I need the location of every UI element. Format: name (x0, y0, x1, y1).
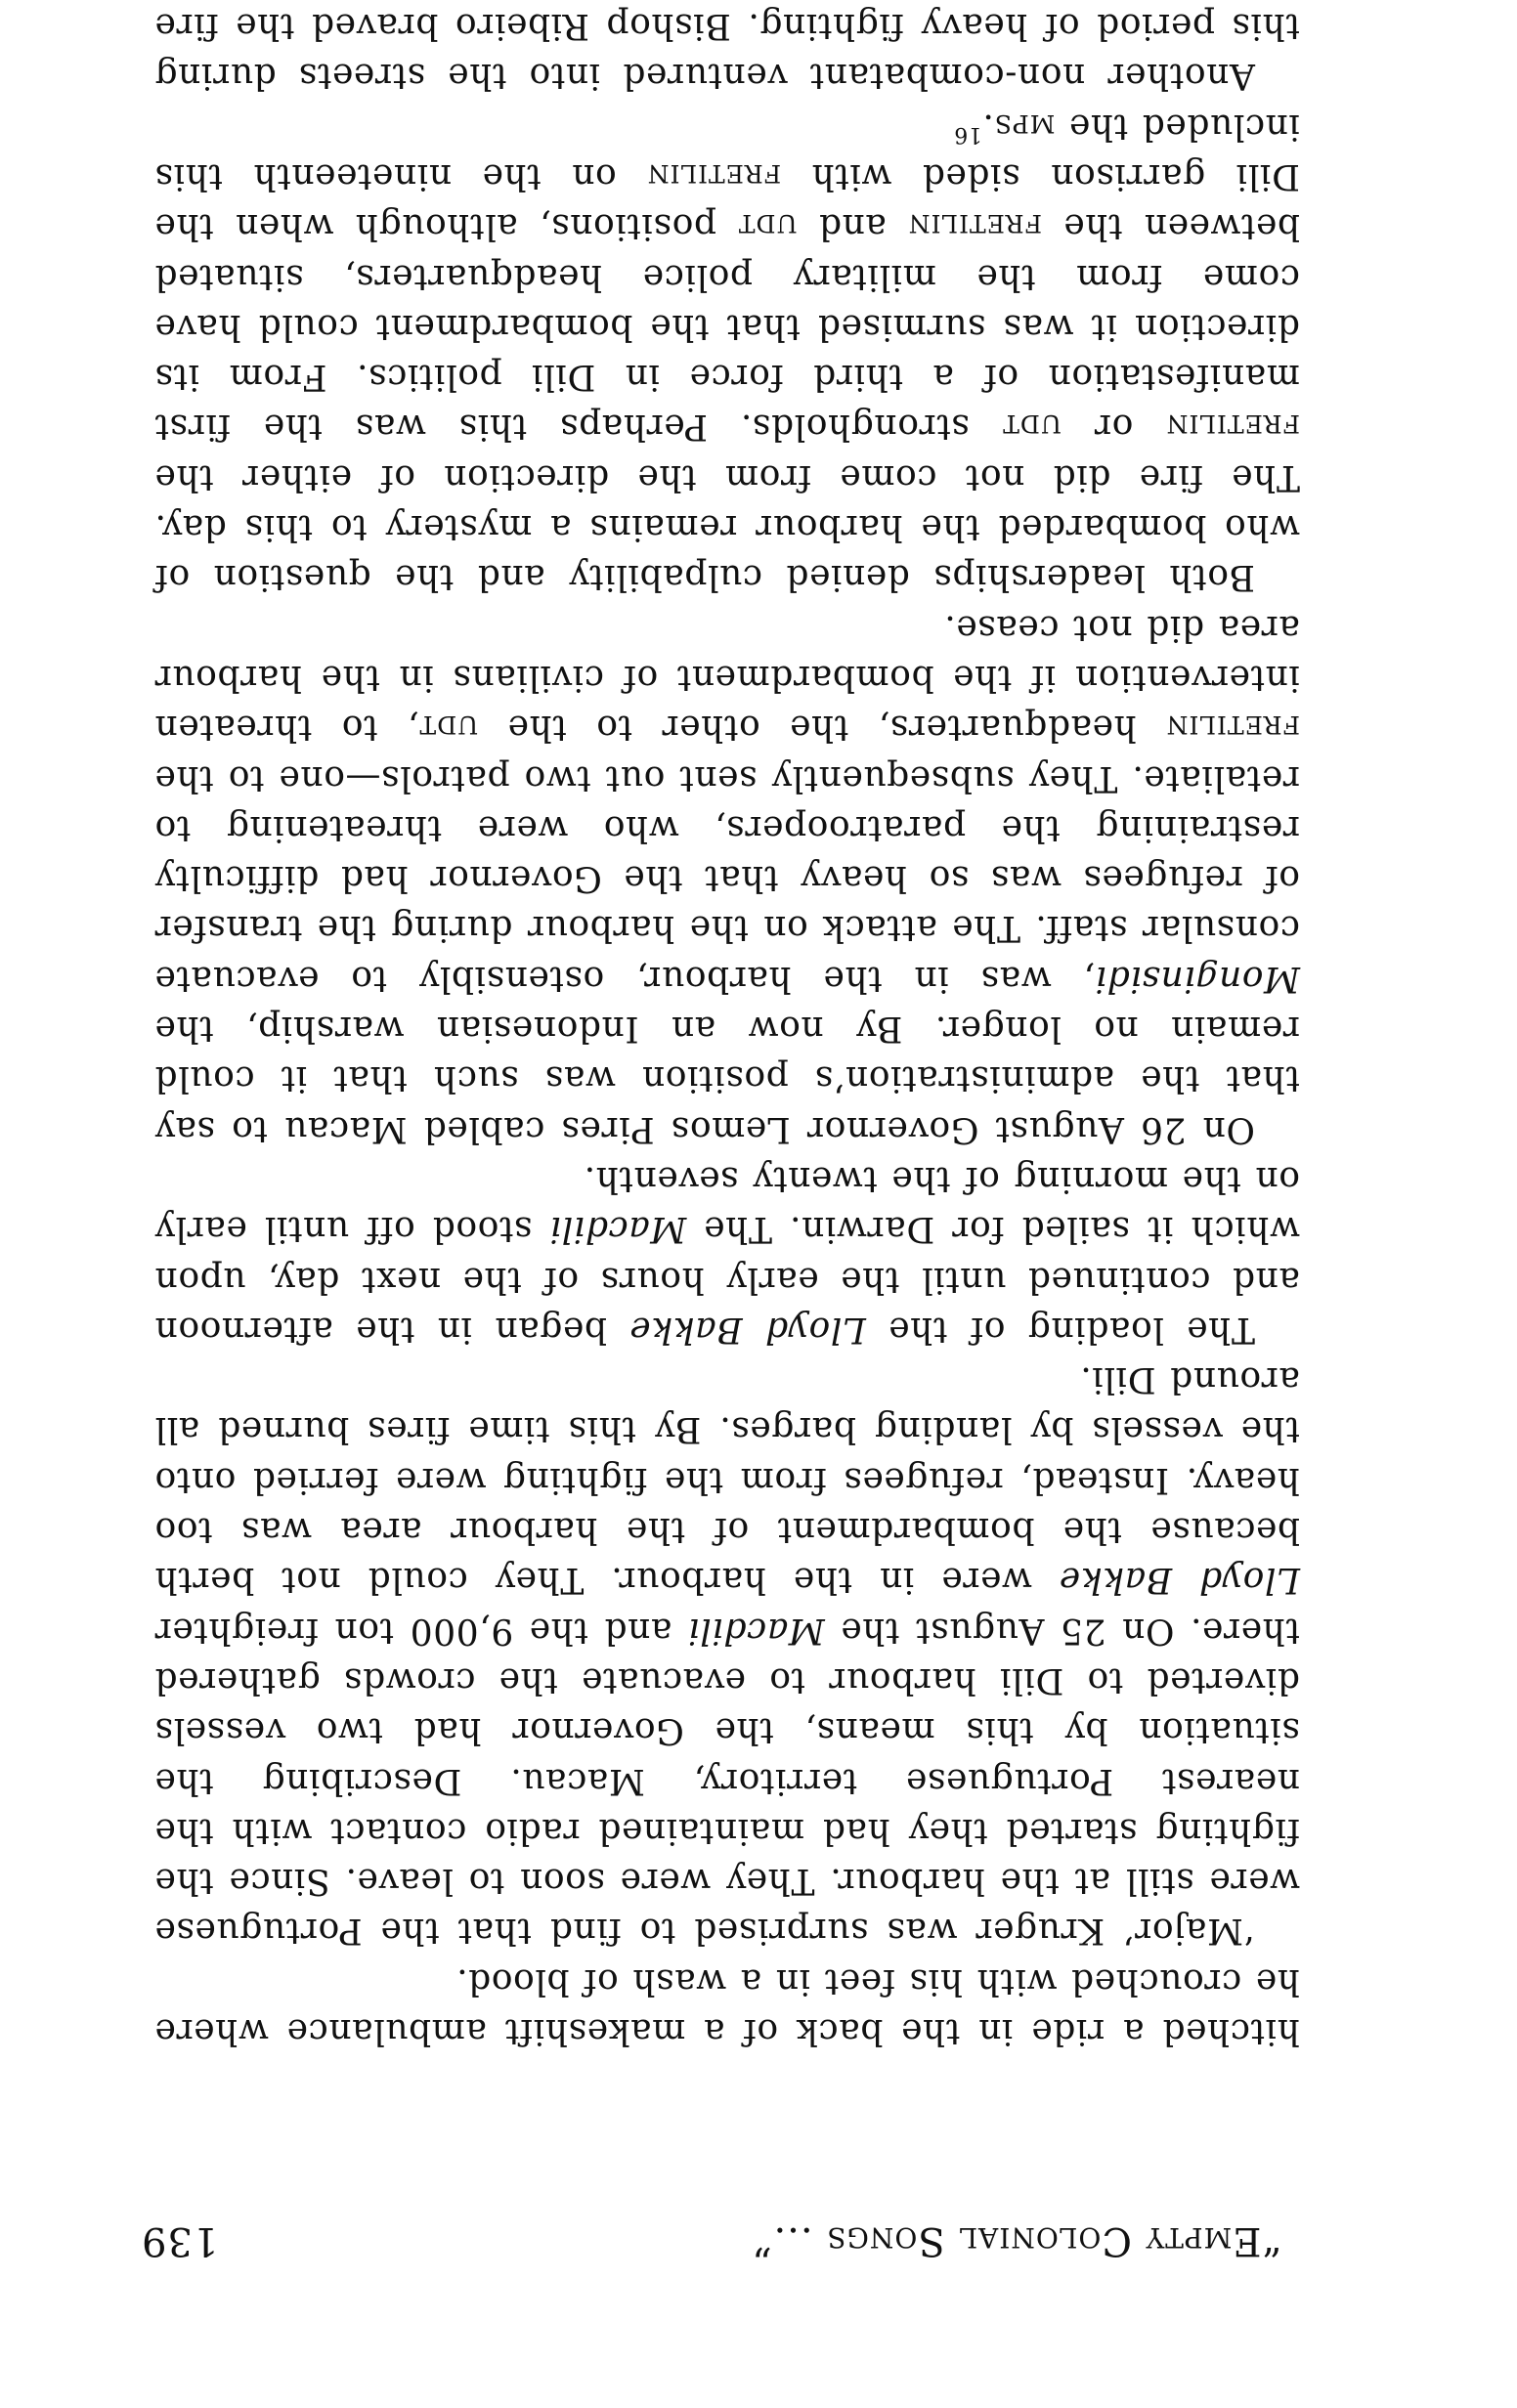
paragraph-text: were in the harbour. They could not berth because the bombardment of the harbour area was too heavy. Instead, refugees from the fighting were ferried onto the vessels by landing barges. By this time fires burned all around Dili. (153, 1359, 1300, 1601)
ship-name: Monginsidi (1094, 958, 1300, 999)
paragraph-5 (154, 101, 1300, 602)
paragraph-text: On 26 August Governor Lemos Pires cabled Macau to say that the administration’s position was such that it could remain no longer. By now an Indonesian warship, the (154, 1009, 1300, 1149)
paragraph-4 (154, 602, 1300, 1153)
paragraph-text: began in the afternoon and continued until the early hours of the next day, upon which it sailed for Darwin. The (154, 1209, 1300, 1350)
ship-name: Lloyd Bakke (628, 1309, 866, 1350)
organization-name: udt (1002, 407, 1062, 448)
organization-name: fretilin (1165, 708, 1300, 749)
paragraph-3 (154, 1154, 1300, 1354)
paragraph-2 (154, 1354, 1300, 1956)
paragraph-text: and (797, 206, 908, 247)
paragraph-text: strongholds. Perhaps this was the first manifestation of a third force in Dili politics. From its direction it was surmised that the bombardment could have come from the military police headquarters, situated between the (154, 206, 1300, 448)
paragraph-text: The loading of the (865, 1309, 1255, 1350)
paragraph-6 (154, 0, 1300, 101)
paragraph-text: headquarters, the other to the (478, 708, 1166, 749)
organization-name: fretilin (646, 156, 782, 197)
paragraph-text: . (981, 106, 994, 147)
running-title: “Empty Colonial Songs ...” (752, 2218, 1282, 2263)
ship-name: Lloyd Bakke (1059, 1560, 1300, 1601)
paragraph-text: hitched a ride in the back of a makeshift ambulance where he crouched with his feet in a wash of blood. (154, 1960, 1300, 2051)
paragraph-text: on the nineteenth this included the (154, 106, 1300, 197)
body-text (154, 0, 1300, 2056)
paragraph-text: Another non-combatant ventured into the streets during this period of heavy fighting. Bishop Ribeiro braved the fire (154, 6, 1300, 97)
paragraph-text: Both leaderships denied culpability and the question of who bombarded the harbour remains a mystery to this day. The fire did not come from the direction of either the (154, 456, 1300, 598)
organization-name: udt (418, 708, 479, 749)
paragraph-text: ‘Major’ Kruger was surprised to find that the Portuguese were still at the harbour. They were soon to leave. Since the fighting started they had maintained radio contact with the nearest Portuguese territory, Macau. Describing the situation by this means, the Governor had two vessels diverted to Dili harbour to evacuate the crowds gathered there. On 25 August the (154, 1610, 1300, 1952)
paragraph-text: positions, although when the Dili garrison sided with (154, 156, 1300, 247)
paragraph-text: or (1061, 407, 1166, 448)
paragraph-text: , was in the harbour, ostensibly to evacuate consular staff. The attack on the harbour during the transfer of refugees was so heavy that the Governor had difficulty restraining the paratroopers, who were threatening to retaliate. They subsequently sent out two patrols—one to the (154, 757, 1300, 999)
organization-name: fretilin (1165, 407, 1300, 448)
paragraph-text: and the 9,000 ton freighter (154, 1610, 688, 1651)
paragraph-text: stood off until early on the morning of the twenty seventh. (153, 1158, 1300, 1250)
page-number: 139 (141, 2218, 219, 2263)
organization-name: mps (993, 106, 1056, 147)
page-header (141, 2205, 1282, 2263)
paragraph-1 (154, 1956, 1300, 2056)
organization-name: fretilin (907, 206, 1043, 247)
ship-name: Macdili (687, 1610, 825, 1651)
paragraph-text: , to threaten intervention if the bombardment of civilians in the harbour area did not cease. (153, 607, 1300, 749)
footnote-marker: 16 (953, 121, 982, 147)
organization-name: udt (737, 206, 798, 247)
ship-name: Macdili (548, 1209, 687, 1250)
